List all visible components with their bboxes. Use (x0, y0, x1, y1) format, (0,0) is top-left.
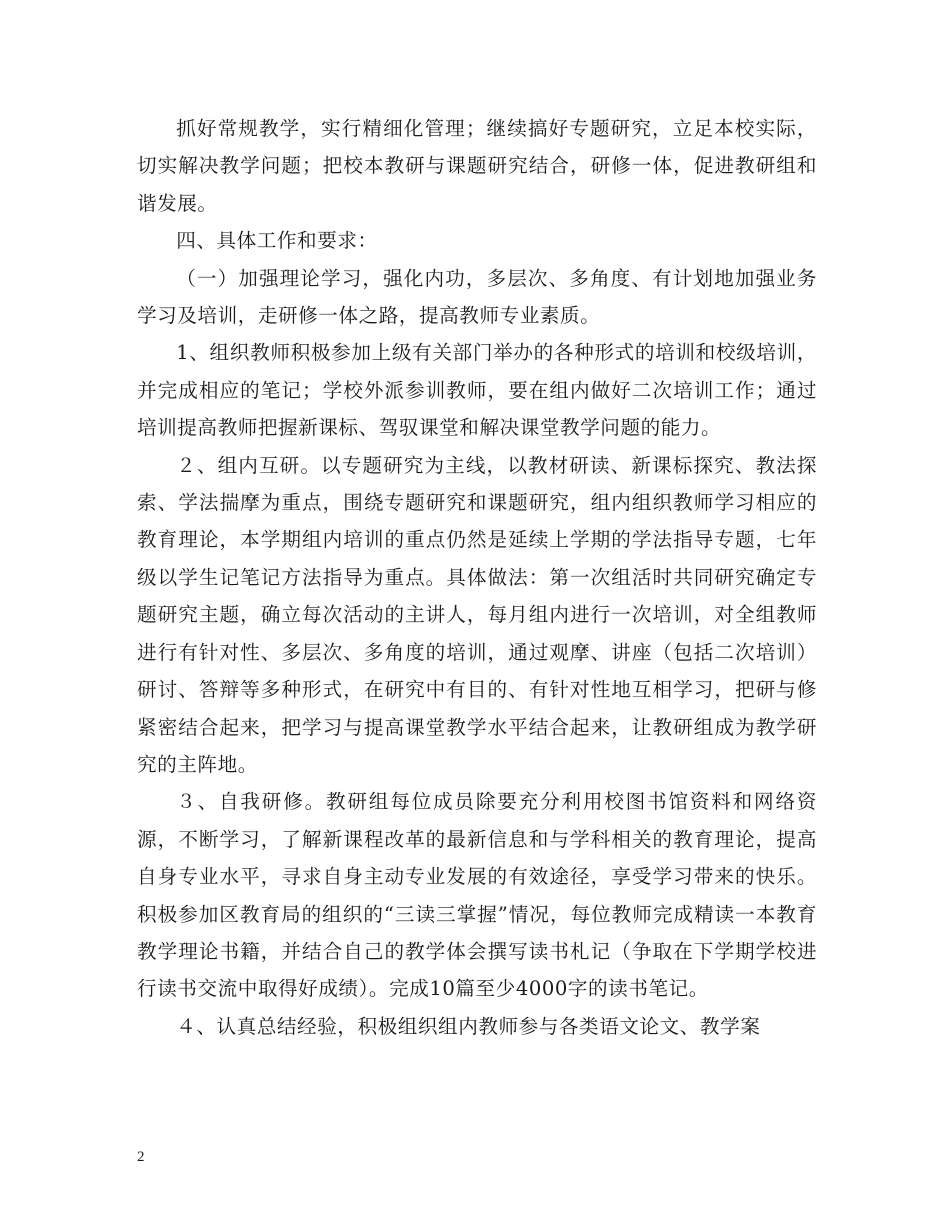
document-body (137, 110, 817, 1045)
list-item: ４、认真总结经验，积极组织组内教师参与各类语文论文、教学案 (176, 1014, 761, 1038)
list-item: 1、组织教师积极参加上级有关部门举办的各种形式的培训和校级培训，并完成相应的笔记；学校外派参训教师，要在组内做好二次培训工作；通过培训提高教师把握新课标、驾驭课堂和解决课堂教学问题的能力。 (137, 341, 817, 440)
section-heading: 四、具体工作和要求： (176, 229, 378, 253)
page-number: 2 (137, 1149, 145, 1165)
paragraph: 抓好常规教学，实行精细化管理；继续搞好专题研究，立足本校实际，切实解决教学问题；把校本教研与课题研究结合，研修一体，促进教研组和谐发展。 (137, 117, 817, 215)
list-item: ３、自我研修。教研组每位成员除要充分利用校图书馆资料和网络资源，不断学习，了解新课程改革的最新信息和与学科相关的教育理论，提高自身专业水平，寻求自身主动专业发展的有效途径，享受学习带来的快乐。积极参加区教育局的组织的“三读三掌握”情况，每位教师完成精读一本教育教学理论书籍，并结合自己的教学体会撰写读书札记（争取在下学期学校进行读书交流中取得好成绩）。完成10篇至少4000字的读书笔记。 (137, 790, 817, 1001)
subsection-heading: （一）加强理论学习，强化内功，多层次、多角度、有计划地加强业务学习及培训，走研修一体之路，提高教师专业素质。 (137, 266, 817, 328)
list-item: ２、组内互研。以专题研究为主线，以教材研读、新课标探究、教法探索、学法揣摩为重点，围绕专题研究和课题研究，组内组织教师学习相应的教育理论，本学期组内培训的重点仍然是延续上学期的学法指导专题，七年级以学生记笔记方法指导为重点。具体做法：第一次组活时共同研究确定专题研究主题，确立每次活动的主讲人，每月组内进行一次培训，对全组教师进行有针对性、多层次、多角度的培训，通过观摩、讲座（包括二次培训）研讨、答辩等多种形式，在研究中有目的、有针对性地互相学习，把研与修紧密结合起来，把学习与提高课堂教学水平结合起来，让教研组成为教学研究的主阵地。 (137, 453, 817, 776)
